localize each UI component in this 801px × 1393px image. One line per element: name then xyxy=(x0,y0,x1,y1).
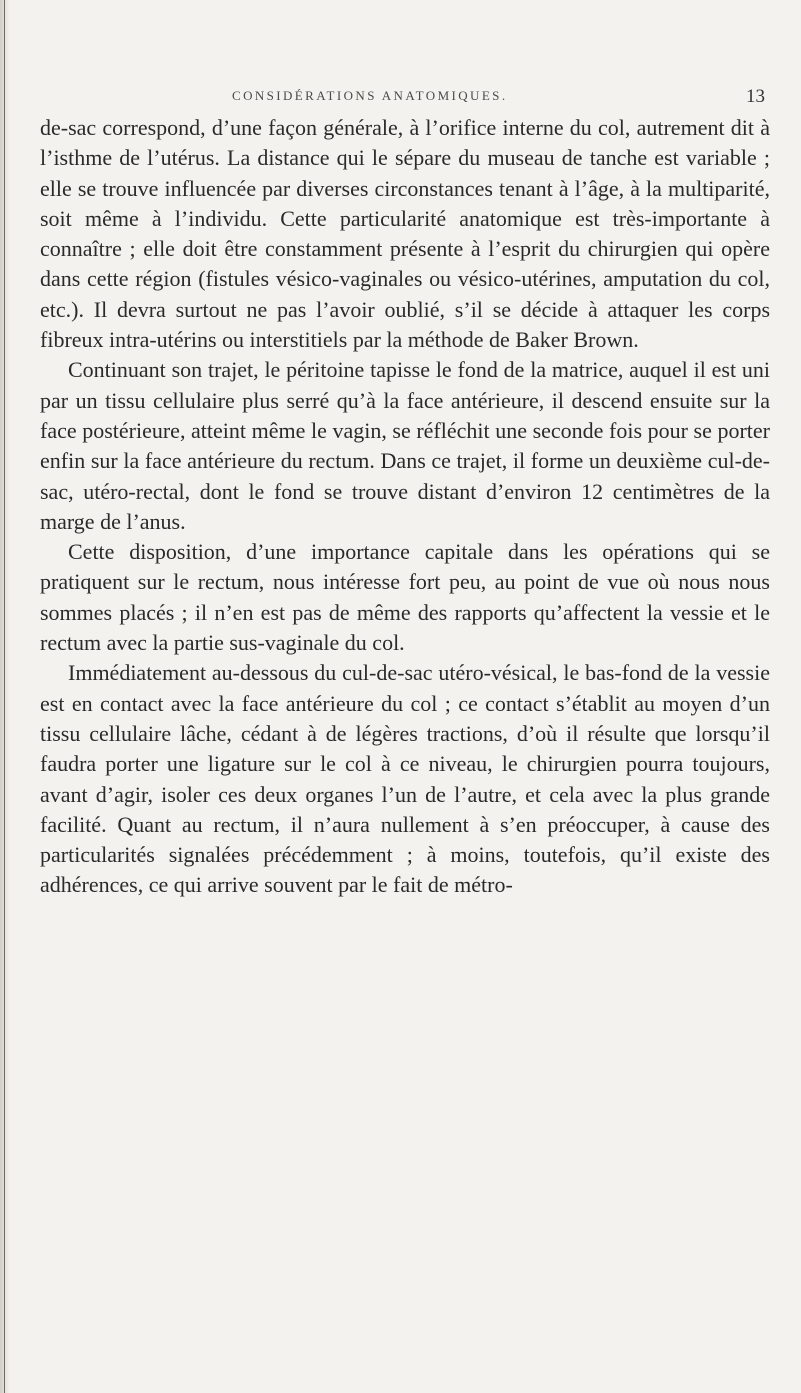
paragraph-3: Cette disposition, d’une importance capitale dans les opérations qui se pratiquent sur le rectum, nous intéresse fort peu, au point de vue où nous nous sommes placés ; il n’en est pas de même des rapports qu’affectent la vessie et le rectum avec la partie sus-vaginale du col. xyxy=(40,539,770,656)
paragraph-1: de-sac correspond, d’une façon générale, à l’orifice interne du col, autrement dit à l’isthme de l’utérus. La distance qui le sépare du museau de tanche est variable ; elle se trouve influencée par diverses circonstances tenant à l’âge, à la multiparité, soit même à l’individu. Cette particularité anatomique est très-importante à connaître ; elle doit être constamment présente à l’esprit du chirurgien qui opère dans cette région (fistules vésico-vaginales ou vésico-utérines, amputation du col, etc.). Il devra surtout ne pas l’avoir oublié, s’il se décide à attaquer les corps fibreux intra-utérins ou interstitiels par la méthode de Baker Brown. xyxy=(40,115,770,353)
page-binding-edge xyxy=(0,0,10,1393)
body-text xyxy=(40,113,770,901)
binding-shadow-line xyxy=(4,0,5,1393)
paragraph-2: Continuant son trajet, le péritoine tapisse le fond de la matrice, auquel il est uni par un tissu cellulaire plus serré qu’à la face antérieure, il descend ensuite sur la face postérieure, atteint même le vagin, se réfléchit une seconde fois pour se porter enfin sur la face antérieure du rectum. Dans ce trajet, il forme un deuxième cul-de-sac, utéro-rectal, dont le fond se trouve distant d’environ 12 centimètres de la marge de l’anus. xyxy=(40,357,770,534)
page-number: 13 xyxy=(746,86,765,107)
running-head xyxy=(40,88,765,110)
paragraph-4: Immédiatement au-dessous du cul-de-sac utéro-vésical, le bas-fond de la vessie est en contact avec la face antérieure du col ; ce contact s’établit au moyen d’un tissu cellulaire lâche, cédant à de légères tractions, d’où il résulte que lorsqu’il faudra porter une ligature sur le col à ce niveau, le chirurgien pourra toujours, avant d’agir, isoler ces deux organes l’un de l’autre, et cela avec la plus grande facilité. Quant au rectum, il n’aura nullement à s’en préoccuper, à cause des particularités signalées précédemment ; à moins, toutefois, qu’il existe des adhérences, ce qui arrive souvent par le fait de métro- xyxy=(40,660,770,898)
running-title: CONSIDÉRATIONS ANATOMIQUES. xyxy=(232,88,508,103)
